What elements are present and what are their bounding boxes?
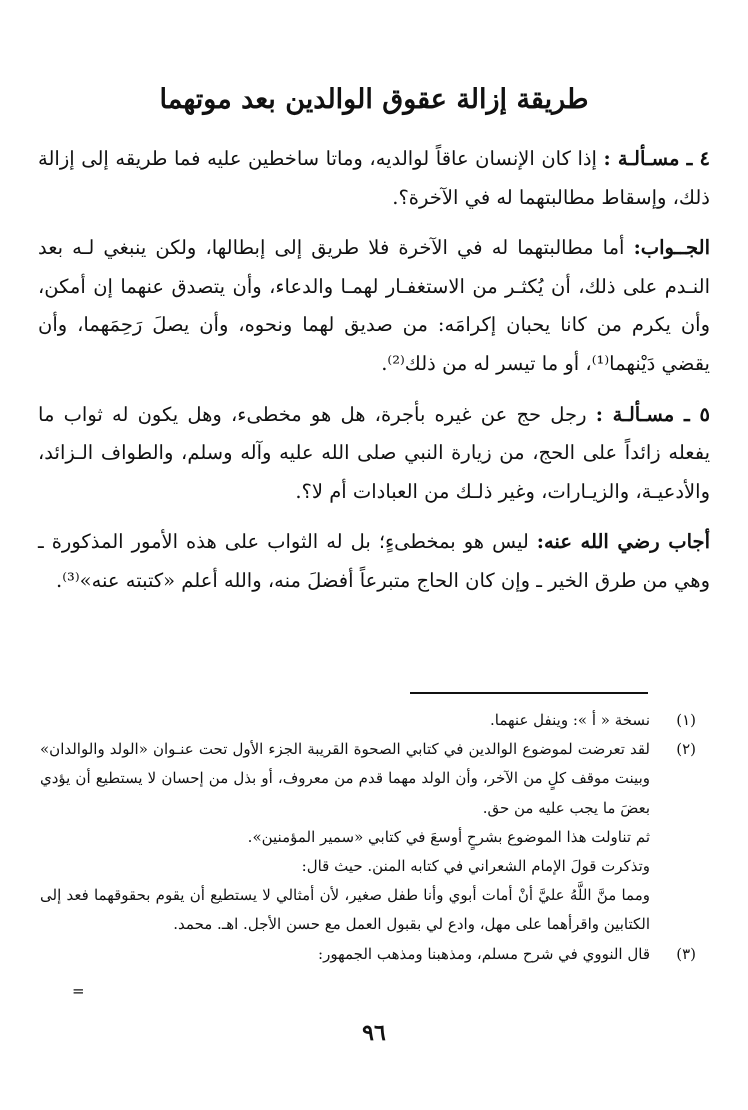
footnote-2-number: (٢) <box>676 740 696 759</box>
footnote-1-number: (١) <box>676 711 696 729</box>
footnote-2 <box>40 735 696 823</box>
paragraph-question-4 <box>38 140 710 217</box>
footnotes <box>40 706 696 969</box>
page-number: ٩٦ <box>362 1020 386 1046</box>
answer-5-text: ليس هو بمخطىءٍ؛ بل له الثواب على هذه الأمور المذكورة ـ وهي من طرق الخير ـ وإن كان الحاج متبرعاً أفضلَ منه، والله أعلم «كتبته عنه»⁽³⁾. <box>38 530 710 592</box>
footnote-1-text: نسخة « أ »: وينفل عنهما. <box>490 711 650 729</box>
answer-5-label: أجاب رضي الله عنه: <box>536 530 710 554</box>
paragraph-answer-4 <box>38 229 710 383</box>
footnote-2-continuation-3: ومما منَّ اللَّهُ عليَّ أنْ أمات أبوي وأنا طفل صغير، لأن أمثالي لا يستطيع أن يقوم بحقوقهما فعد إلى الكتابين واقرأهما على مهل، وادع لي بقبول العمل مع حسن الأجل. اهـ. محمد. <box>40 886 650 934</box>
footnote-2-continuation-1: ثم تناولت هذا الموضوع بشرحٍ أوسعَ في كتابي «سمير المؤمنين». <box>247 827 650 846</box>
answer-4-text: أما مطالبتهما له في الآخرة فلا طريق إلى إبطالها، ولكن ينبغي لـه بعد النـدم على ذلك، أن يُكثـر من الاستغفـار لهمـا والدعاء، وأن يتصدق عنهما إن أمكن، وأن يكرم من كانا يحبان إكرامَه: من صديق لهما ونحوه، وأن يصلَ رَحِمَهما، وأن يقضي دَيْنهما⁽¹⁾، أو ما تيسر له من ذلك⁽²⁾. <box>38 236 710 375</box>
main-text <box>38 140 710 613</box>
question-5-text: رجل حج عن غيره بأجرة، هل هو مخطىء، وهل يكون له ثواب ما يفعله زائداً على الحج، من زيارة النبي صلى الله عليه وآله وسلم، والطواف الـزائد، والأدعيـة، والزيـارات، وغير ذلـك من العبادات أم لا؟. <box>38 402 710 503</box>
paragraph-question-5 <box>38 396 710 512</box>
paragraph-answer-5 <box>38 523 710 600</box>
footnote-3-number: (٣) <box>676 944 696 963</box>
footnote-divider <box>410 692 648 694</box>
question-5-label: ٥ ـ مسـألـة : <box>595 402 710 426</box>
page-title: طريقة إزالة عقوق الوالدين بعد موتهما <box>159 84 589 115</box>
footnote-1 <box>40 706 696 735</box>
question-4-label: ٤ ـ مسـألـة : <box>603 147 710 170</box>
answer-4-label: الجــواب: <box>633 236 710 260</box>
footnote-2-continuation-2: وتذكرت قولَ الإمام الشعراني في كتابه المنن. حيث قال: <box>301 857 650 876</box>
question-4-text: إذا كان الإنسان عاقاً لوالديه، وماتا ساخطين عليه فما طريقه إلى إزالة ذلك، وإسقاط مطالبتهما له في الآخرة؟. <box>38 147 710 209</box>
footnote-2-text: لقد تعرضت لموضوع الوالدين في كتابي الصحوة القريبة الجزء الأول تحت عنـوان «الولد والوالدان» وبينت موقف كلٍ من الآخر، وأن الولد مهما قدم من معروف، أو بذل من إحسان لا يستطيع أن يؤدي بعضَ ما يجب عليه من حق. <box>40 740 650 817</box>
continuation-mark: = <box>72 982 85 1000</box>
footnote-3 <box>40 940 696 969</box>
footnote-3-text: قال النووي في شرح مسلم، ومذهبنا ومذهب الجمهور: <box>318 944 650 963</box>
